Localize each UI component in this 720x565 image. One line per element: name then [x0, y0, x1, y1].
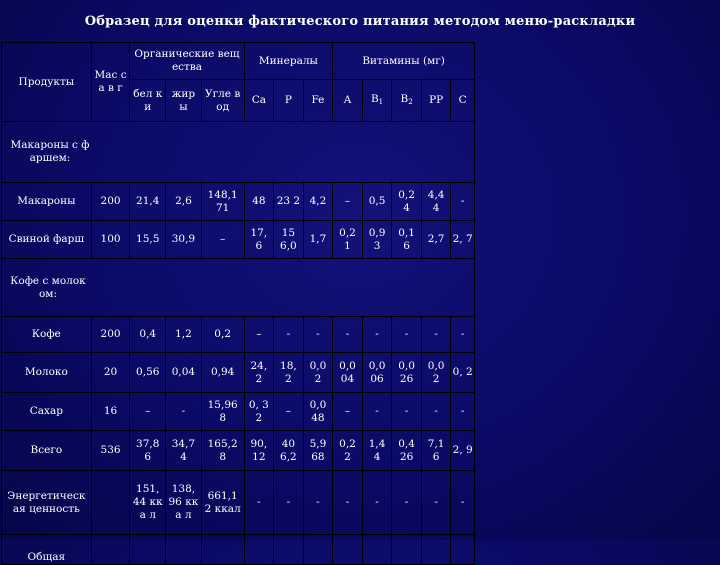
header-b1: $B_1$	[362, 80, 392, 122]
table-cell: 48	[244, 183, 274, 221]
row-product-name: Всего	[2, 431, 92, 471]
table-cell: 0,0 04	[333, 353, 363, 393]
table-cell: 4,4 4	[421, 183, 451, 221]
table-cell: -	[362, 471, 392, 535]
row-product-name: Молоко	[2, 353, 92, 393]
table-cell: 0,0 2	[303, 353, 333, 393]
table-cell: 0,2 1	[333, 221, 363, 259]
table-cell: 0,1 6	[392, 221, 422, 259]
table-cell: 0, 2	[451, 353, 475, 393]
table-cell: 0,4	[130, 317, 166, 353]
nutrition-table	[1, 42, 475, 565]
table-cell: -	[421, 393, 451, 431]
table-cell: 536	[91, 431, 130, 471]
table-row	[2, 353, 475, 393]
table-cell: 15,5	[130, 221, 166, 259]
table-cell: 0,2 4	[392, 183, 422, 221]
table-cell: -	[392, 393, 422, 431]
header-pp: PP	[421, 80, 451, 122]
table-row	[2, 431, 475, 471]
header-ca: Ca	[244, 80, 274, 122]
table-cell	[91, 471, 130, 535]
header-organic: Органические вещества	[130, 43, 244, 80]
header-c: C	[451, 80, 475, 122]
row-product-name: Энергетическ ая ценность	[2, 471, 92, 535]
table-cell: 0,2 2	[333, 431, 363, 471]
table-cell: 90, 12	[244, 431, 274, 471]
table-cell: 2,6	[166, 183, 202, 221]
table-row	[2, 317, 475, 353]
table-cell: 0,94	[201, 353, 244, 393]
table-cell: 0,9 3	[362, 221, 392, 259]
header-a: A	[333, 80, 363, 122]
table-cell: 30,9	[166, 221, 202, 259]
row-product-name: Свиной фарш	[2, 221, 92, 259]
table-row	[2, 471, 475, 535]
row-product-name: Сахар	[2, 393, 92, 431]
table-cell: 1,4 4	[362, 431, 392, 471]
section-coffee: Кофе с молоком:	[2, 259, 475, 317]
table-cell: 1,7	[303, 221, 333, 259]
table-cell: –	[333, 183, 363, 221]
table-cell: 17, 6	[244, 221, 274, 259]
table-cell: -	[274, 317, 304, 353]
table-cell: 0,4 26	[392, 431, 422, 471]
table-cell: -	[451, 183, 475, 221]
table-cell: -	[451, 471, 475, 535]
table-row	[2, 393, 475, 431]
table-cell: -	[392, 471, 422, 535]
row-product-name: Кофе	[2, 317, 92, 353]
header-mass: Мас са в г	[91, 43, 130, 122]
table-cell: –	[274, 393, 304, 431]
table-cell: -	[166, 393, 202, 431]
table-cell: 15,96 8	[201, 393, 244, 431]
table-cell: 0,04	[166, 353, 202, 393]
table-cell: -	[392, 317, 422, 353]
table-cell: -	[274, 471, 304, 535]
table-cell: 15 6,0	[274, 221, 304, 259]
header-p: P	[274, 80, 304, 122]
table-cell: 151, 44 кка л	[130, 471, 166, 535]
header-fats: жир ы	[166, 80, 202, 122]
table-cell: 0,56	[130, 353, 166, 393]
table-cell: -	[333, 317, 363, 353]
table-cell: 2, 9	[451, 431, 475, 471]
table-cell: -	[333, 471, 363, 535]
table-cell: 16	[91, 393, 130, 431]
table-cell: 148,1 71	[201, 183, 244, 221]
table-cell: 21,4	[130, 183, 166, 221]
table-cell: 37,8 6	[130, 431, 166, 471]
table-cell: 165,2 8	[201, 431, 244, 471]
row-product-name: Макароны	[2, 183, 92, 221]
table-cell: 0,0 06	[362, 353, 392, 393]
table-cell: -	[362, 393, 392, 431]
table-cell: 40 6,2	[274, 431, 304, 471]
table-cell: –	[244, 317, 274, 353]
table-cell: –	[201, 221, 244, 259]
table-cell: 200	[91, 183, 130, 221]
header-carbs: Угле вод	[201, 80, 244, 122]
table-cell: 5,9 68	[303, 431, 333, 471]
table-cell: 34,7 4	[166, 431, 202, 471]
table-cell: -	[451, 393, 475, 431]
header-b2: $B_2$	[392, 80, 422, 122]
table-cell: 0,2	[201, 317, 244, 353]
page-title: Образец для оценки фактического питания методом меню-раскладки	[84, 14, 636, 29]
header-fe: Fe	[303, 80, 333, 122]
table-cell: 661,1 2 ккал	[201, 471, 244, 535]
header-products: Продукты	[2, 43, 92, 122]
table-cell: 1,2	[166, 317, 202, 353]
table-cell: 7,1 6	[421, 431, 451, 471]
table-cell: 0,0 26	[392, 353, 422, 393]
table-cell: –	[333, 393, 363, 431]
header-minerals: Минералы	[244, 43, 333, 80]
section-pasta: Макароны с фаршем:	[2, 122, 475, 183]
table-cell: –	[130, 393, 166, 431]
table-cell: 20	[91, 353, 130, 393]
table-row	[2, 183, 475, 221]
table-cell: 200	[91, 317, 130, 353]
table-cell: 2, 7	[451, 221, 475, 259]
row-label-total-general: Общая	[2, 535, 92, 565]
table-cell: -	[362, 317, 392, 353]
table-cell: 100	[91, 221, 130, 259]
table-cell: 2,7	[421, 221, 451, 259]
header-proteins: бел ки	[130, 80, 166, 122]
table-cell: 23 2	[274, 183, 304, 221]
table-cell: -	[303, 317, 333, 353]
table-cell: 4,2	[303, 183, 333, 221]
table-cell: -	[303, 471, 333, 535]
table-cell: 0,0 2	[421, 353, 451, 393]
table-cell: -	[244, 471, 274, 535]
table-cell: 138, 96 кка л	[166, 471, 202, 535]
table-cell: 0,0 48	[303, 393, 333, 431]
header-vitamins: Витамины (мг)	[333, 43, 475, 80]
table-cell: -	[421, 471, 451, 535]
table-cell: 18, 2	[274, 353, 304, 393]
table-cell: -	[421, 317, 451, 353]
table-cell: 24, 2	[244, 353, 274, 393]
table-cell: 0, 32	[244, 393, 274, 431]
table-row	[2, 221, 475, 259]
table-cell: 0,5	[362, 183, 392, 221]
table-cell: -	[451, 317, 475, 353]
